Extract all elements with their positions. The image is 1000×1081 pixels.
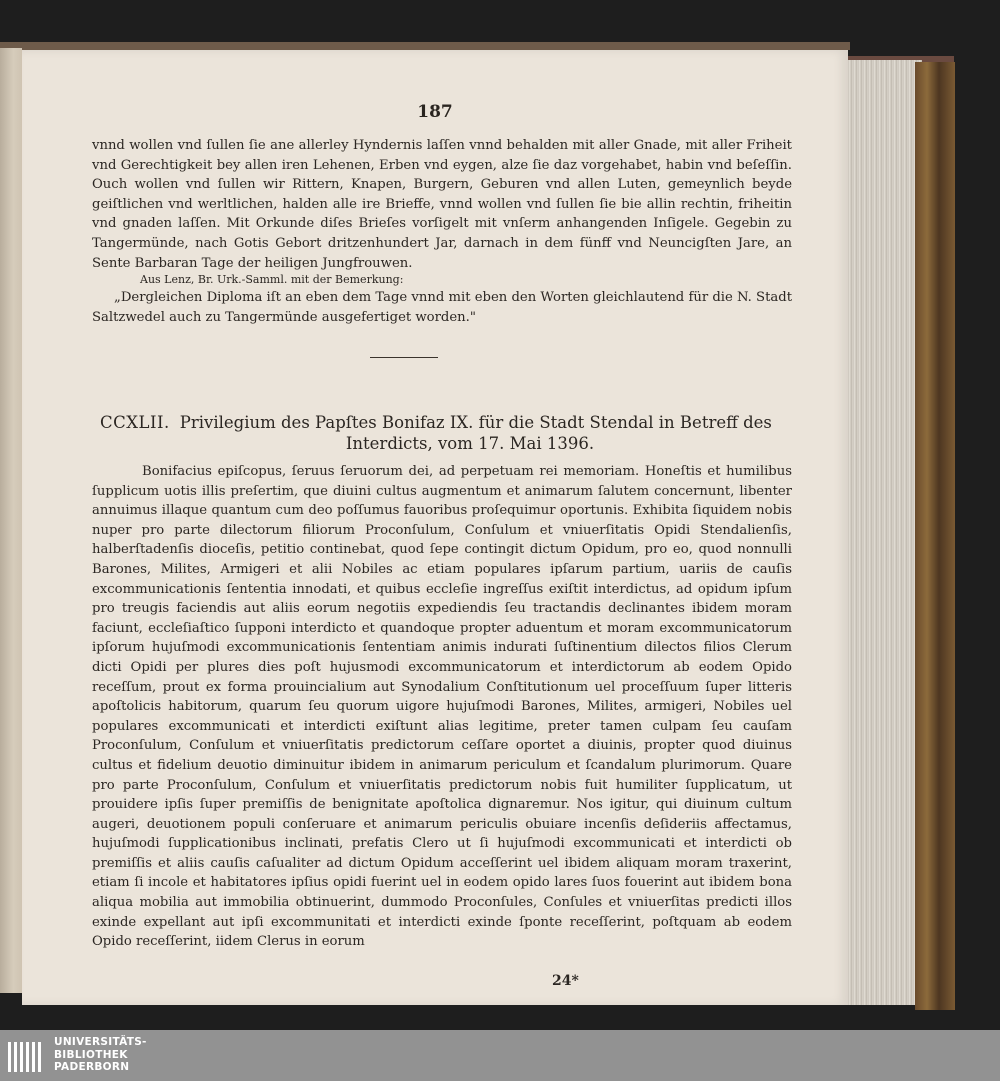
book-top-edge <box>0 42 850 50</box>
source-note: Aus Lenz, Br. Urk.-Samml. mit der Bemerkung: <box>140 273 404 286</box>
heading-number: CCXLII. <box>100 413 170 432</box>
signature-mark: 24* <box>552 973 579 989</box>
library-name <box>54 1036 147 1074</box>
charter-text: vnnd wollen vnd ſullen ſie ane allerley Hyndernis laſſen vnnd behalden mit aller Gnade, mit aller Friheit vnd Gerechtigkeit bey allen iren Lehenen, Erben vnd eygen, alze ſie daz vorgehabet, habin vnd beſeſſin. Ouch wollen vnd ſullen wir Rittern, Knapen, Burgern, Geburen vnd allen Luten, gemeynlich beyde geiſtlichen vnd werltlichen, halden alle ire Brieffe, vnnd wollen vnd ſullen ſie bie allin rechtin, friheitin vnd gnaden laſſen. Mit Orkunde diſes Brieſes vorſigelt mit vnſerm anhangenden Inſigele. Gegebin zu Tangermünde, nach Gotis Gebort dritzenhundert Jar, darnach in dem fünff vnd Neuncigſten Jare, an Sente Barbaran Tage der heiligen Jungfrouwen. <box>92 138 792 271</box>
quote-text: „Dergleichen Diploma iſt an eben dem Tage vnnd mit eben den Worten gleichlautend für die N. Stadt Saltzwedel auch zu Tangermünde ausgefertiget worden." <box>92 290 792 325</box>
page-number: 187 <box>417 102 453 122</box>
document-heading <box>100 412 800 454</box>
library-name-line-3: PADERBORN <box>54 1061 130 1073</box>
library-footer <box>0 1030 1000 1081</box>
library-logo-icon <box>6 1038 42 1074</box>
page-block-edges <box>838 60 922 1005</box>
charter-paragraph <box>92 136 792 273</box>
marbled-cover <box>915 62 955 1010</box>
body-paragraph <box>92 462 792 952</box>
left-page-edge <box>0 48 22 993</box>
library-name-line-2: BIBLIOTHEK <box>54 1048 128 1061</box>
library-name-line-1: UNIVERSITÄTS- <box>54 1036 147 1048</box>
quote-paragraph <box>92 288 792 327</box>
heading-line-1: Privilegium des Papſtes Bonifaz IX. für die Stadt Stendal in Betreff des <box>179 413 772 432</box>
heading-line-2: Interdicts, vom 17. Mai 1396. <box>345 434 595 453</box>
body-text: Bonifacius epiſcopus, ſeruus ſeruorum dei, ad perpetuam rei memoriam. Honeſtis et humilibus ſupplicum uotis illis preſertim, que diuini cultus augmentum et animarum ſalutem concernunt, libenter annuimus illaque quantum cum deo poſſumus fauoribus proſequimur oportunis. Exhibita ſiquidem nobis nuper pro parte dilectorum filiorum Proconſulum, Conſulum et vniuerſitatis Opidi Stendalienſis, halberſtadenſis dioceſis, petitio continebat, quod ſepe contingit dictum Opidum, pro eo, quod nonnulli Barones, Milites, Armigeri et alii Nobiles ac etiam populares ipſarum partium, uariis de cauſis excommunicationis ſententia innodati, et quibus eccleſie ingreſſus exiſtit interdictus, ad opidum ipſum pro treugis faciendis aut aliis eorum negotiis expediendis ſeu tractandis declinantes ibidem moram faciunt, eccleſiaſtico ſupponi interdicto et quandoque propter aduentum et moram excommunicatorum ipſorum hujuſmodi excommunicationis ſententiam animis indurati ſuſtinentium dilectos filios Clerum dicti Opidi per plures dies poſt hujusmodi excommunicatorum et interdictorum ab eodem Opido receſſum, prout ex forma prouincialium aut Synodalium Conſtitutionum uel proceſſuum ſuper litteris apoſtolicis habitorum, quarum ſeu quorum uigore hujuſmodi Barones, Milites, armigeri, Nobiles uel populares excommunicati et interdicti exiſtunt alias legitime, preter tamen culpam ſeu cauſam Proconſulum, Conſulum et vniuerſitatis predictorum ceſſare oportet a diuinis, propter quod diuinus cultus et fidelium deuotio diminuitur ibidem in animarum periculum et ſcandalum plurimorum. Quare pro parte Proconſulum, Conſulum et vniuerſitatis predictorum nobis fuit humiliter ſupplicatum, ut prouidere ipſis ſuper premiſſis de benignitate apoſtolica dignaremur. Nos igitur, qui diuinum cultum augeri, deuotionem populi conſeruare et animarum periculis obuiare incenſis deſideriis affectamus, hujuſmodi ſupplicationibus inclinati, prefatis Clero ut ſi hujuſmodi excommunicati et interdicti ob premiſſis et aliis cauſis caſualiter ad dictum Opidum acceſſerint uel ibidem aliquam moram traxerint, etiam ſi incole et habitatores ipſius opidi fuerint uel in eodem opido lares ſuos fouerint aut ibidem bona aliqua mobilia aut immobilia obtinuerint, dummodo Proconſules, Conſules et vniuerſitas predicti illos exinde expellant aut ipſi excommunitati et interdicti exinde ſponte receſſerint, poſtquam ab eodem Opido receſſerint, iidem Clerus in eorum <box>92 464 792 950</box>
book-page <box>22 50 848 1005</box>
section-divider <box>370 357 438 358</box>
